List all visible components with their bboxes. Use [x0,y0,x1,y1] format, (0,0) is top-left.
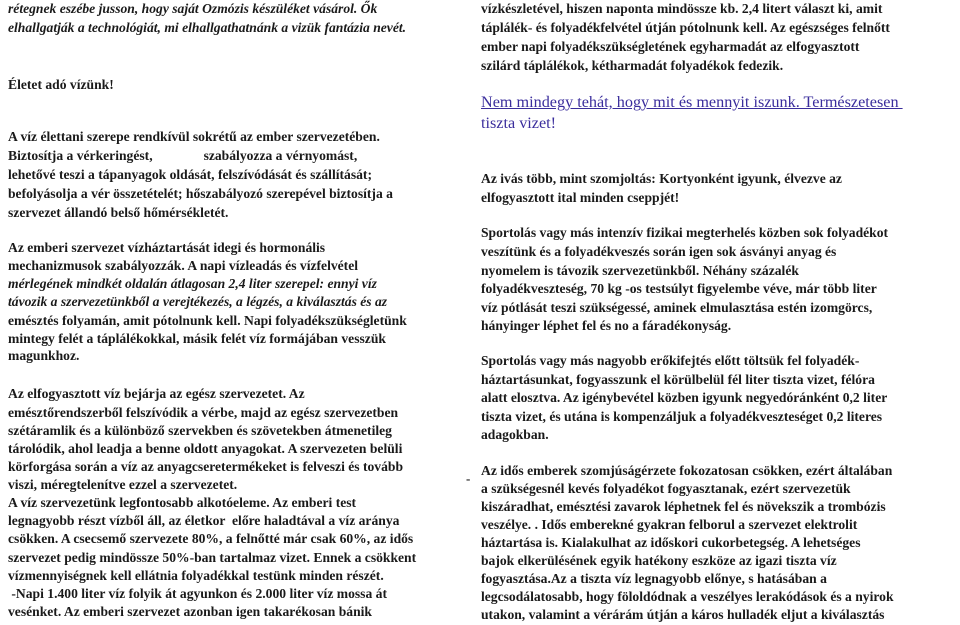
paragraph-line: magunkhoz. [8,348,80,363]
intro-line-2: elhallgatják a technológiát, mi elhallgathatnánk a vizük fantázia nevét. [8,20,407,35]
paragraph-line: vesénket. Az emberi szervezet azonban igen takarékosan bánik [8,604,372,619]
paragraph-line: tárolódik, ahol leadja a benne oldott anyagokat. A szervezeten belüli [8,441,403,456]
paragraph-line: csökken. A csecsemő szervezete 80%, a felnőtté már csak 60%, az idős [8,531,414,546]
paragraph-line: alatt elosztva. Az igénybevétel közben igyunk negyedóránként 0,2 liter [481,390,888,405]
paragraph-line: háztartásunkat, fogyasszunk el körülbelül fél liter tiszta vizet, félóra [481,372,875,387]
paragraph-line: -Napi 1.400 liter víz folyik át agyunkon és 2.000 liter víz mossa át [8,586,387,601]
stray-dash-mark: - [466,471,471,486]
paragraph-line: A víz szervezetünk legfontosabb alkotóeleme. Az emberi test [8,495,357,510]
paragraph-line: veszítünk és a folyadékveszés során igen sok ásványi anyag és [481,244,837,259]
paragraph-line: Sportolás vagy más intenzív fizikai megterhelés közben sok folyadékot [481,225,889,240]
paragraph-line: lehetővé teszi a tápanyagok oldását, felszívódását és szállítását; [8,167,372,182]
paragraph-line: szervezet pedig mindössze 50%-ban tartalmaz vizet. Ennek a csökkent [8,550,417,565]
paragraph-line: legcsodálatosabb, hogy föloldódnak a veszélyes lerakódások és a nyirok [481,589,894,604]
paragraph-line: legnagyobb részt vízből áll, az életkor előre haladtával a víz aránya [8,513,400,528]
paragraph-line: Az ivás több, mint szomjoltás: Kortyonként igyunk, élvezve az [481,171,842,186]
highlight-line-2: tiszta vizet! [481,114,557,132]
paragraph-line: ember napi folyadékszükségletének egyharmadát az elfogyasztott [481,39,860,54]
paragraph-line: nyomelem is távozik szervezetünkből. Néhány százalék [481,263,799,278]
paragraph-line: Az elfogyasztott víz bejárja az egész szervezetet. Az [8,386,305,401]
paragraph-line: kiszáradhat, emésztési zavarok léphetnek fel és növekszik a trombózis [481,499,886,514]
paragraph-line: víz pótlását teszi szükségessé, aminek elmulasztása estén izomgörcs, [481,300,873,315]
paragraph-line: Az emberi szervezet vízháztartását idegi és hormonális [8,240,326,255]
paragraph-line: emésztés folyamán, amit pótolnunk kell. Napi folyadékszükségletünk [8,313,407,328]
paragraph-line: mérlegének mindkét oldalán átlagosan 2,4 liter szerepel: ennyi víz [8,276,377,291]
paragraph-line: A víz élettani szerepe rendkívül sokrétű az ember szervezetében. [8,129,380,144]
paragraph-line: befolyásolja a vér összetételét; hőszabályozó szerepével biztosítja a [8,186,393,201]
paragraph-line: utakon, valamint a vérárám útján a káros hulladék eljut a kiválasztás [481,607,885,622]
paragraph-line: távozik a szervezetünkből a verejtékezés, a légzés, a kiválasztás és az [8,294,388,309]
paragraph-line: fogyasztása.Az a tiszta víz legnagyobb előnye, s hatásában a [481,571,827,586]
intro-line-1: rétegnek eszébe jusson, hogy saját Ozmózis készüléket vásárol. Ők [8,1,378,16]
paragraph-line: körforgása során a víz az anyagcseretermékeket is felveszi és tovább [8,459,404,474]
paragraph-line: tiszta vizet, és utána is kompenzáljuk a folyadékveszteséget 0,2 literes [481,409,883,424]
paragraph-line: vízmennyiségnek kell ellátnia folyadékkal testünk minden részét. [8,568,384,583]
paragraph-line: bajok elkerülésének egyik hatékony eszköze az igazi tiszta víz [481,553,837,568]
paragraph-line: emésztőrendszerből felszívódik a vérbe, majd az egész szervezetben [8,405,399,420]
paragraph-line: viszi, méregtelenítve ezzel a szervezetet. [8,477,238,492]
paragraph-line: mechanizmusok szabályozzák. A napi vízleadás és vízfelvétel [8,258,359,273]
paragraph-line: folyadékveszteség, 70 kg -os testsúlyt figyelembe véve, már több liter [481,281,877,296]
section-heading: Életet adó vízünk! [8,77,114,92]
paragraph-line: Az idős emberek szomjúságérzete fokozatosan csökken, ezért általában [481,463,893,478]
paragraph-line: mintegy felét a táplálékokkal, másik felét víz formájában vesszük [8,331,386,346]
paragraph-line: Biztosítja a vérkeringést, szabályozza a vérnyomást, [8,148,358,163]
paragraph-line: elfogyasztott ital minden cseppjét! [481,190,680,205]
paragraph-line: Sportolás vagy más nagyobb erőkifejtés előtt töltsük fel folyadék- [481,353,860,368]
highlight-line-1: Nem mindegy tehát, hogy mit és mennyit iszunk. Természetesen [481,93,903,111]
paragraph-line: adagokban. [481,427,549,442]
paragraph-line: veszélye. . Idős emberekné gyakran felborul a szervezet elektrolit [481,517,858,532]
paragraph-line: táplálék- és folyadékfelvétel útján pótolnunk kell. Az egészséges felnőtt [481,20,890,35]
paragraph-line: szilárd táplálékok, kétharmadát folyadékok fedezik. [481,58,784,73]
paragraph-line: hányinger léphet fel és no a fáradékonyság. [481,318,732,333]
paragraph-line: vízkészletével, hiszen naponta mindössze kb. 2,4 litert választ ki, amit [481,1,883,16]
paragraph-line: a szükségesnél kevés folyadékot fogyasztanak, ezért szervezetük [481,481,851,496]
paragraph-line: szervezet állandó belső hőmérsékletét. [8,205,229,220]
paragraph-line: szétáramlik és a különböző szervekben és szövetekben átmenetileg [8,423,392,438]
paragraph-line: háztartása is. Kialakulhat az időskori cukorbetegség. A lehetséges [481,535,861,550]
